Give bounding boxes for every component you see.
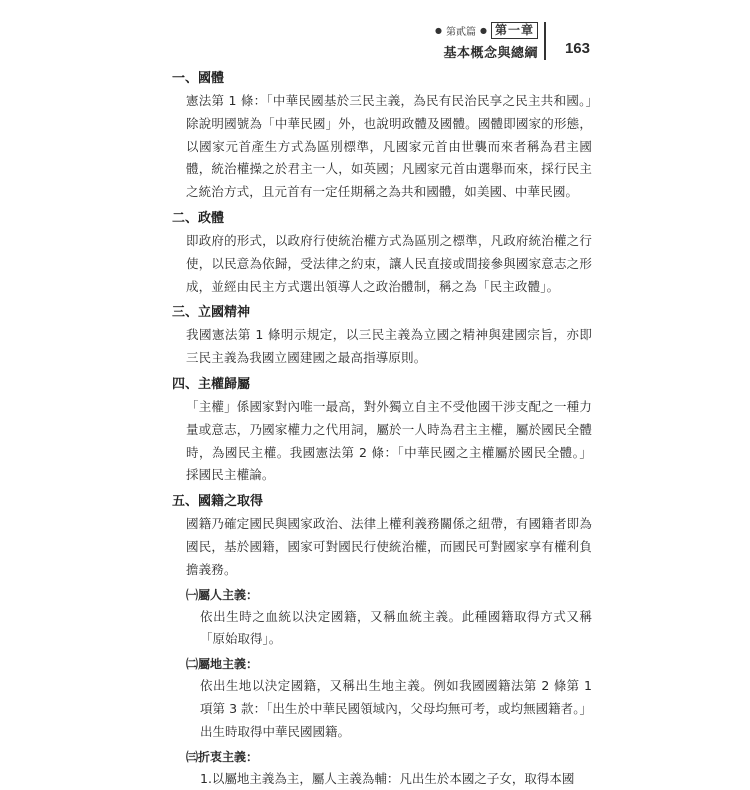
chapter-title: 基本概念與總綱 — [443, 46, 538, 61]
section-paragraph: 即政府的形式，以政府行使統治權方式為區別之標準，凡政府統治權之行使，以民意為依歸，受法律之約束，讓人民直接或間接參與國家意志之形成，並經由民主方式選出領導人之政治體制，稱之為「民主政體」。 — [186, 232, 592, 294]
section-heading: 一、國體 — [172, 71, 225, 86]
section-national-polity — [172, 68, 592, 204]
page-number: 163 — [564, 40, 590, 57]
section-paragraph: 國籍乃確定國民與國家政治、法律上權利義務關係之紐帶，有國籍者即為國民，基於國籍，國家可對國民行使統治權，而國民可對國家享有權利負擔義務。 — [186, 516, 592, 577]
section-heading: 五、國籍之取得 — [172, 494, 264, 510]
section-heading: 三、立國精神 — [172, 305, 251, 321]
bullet-icon: ● — [480, 26, 487, 35]
subsection-paragraph: 依出生地以決定國籍，又稱出生地主義。例如我國國籍法第 2 條第 1 項第 3 款：「出生於中華民國領域內，父母均無可考，或均無國籍者。」出生時取得中華民國國籍。 — [200, 678, 592, 739]
part-chapter-line — [435, 22, 538, 39]
header-divider — [544, 22, 546, 60]
subsection-heading: ㈢折衷主義： — [186, 749, 259, 764]
section-government-form — [172, 208, 592, 298]
subsection-heading: ㈡屬地主義： — [186, 657, 259, 672]
running-header — [170, 18, 590, 62]
subsection-heading: ㈠屬人主義： — [186, 587, 259, 602]
chapter-label: 第一章 — [491, 22, 538, 39]
section-heading: 二、政體 — [172, 210, 225, 226]
section-paragraph: 「主權」係國家對內唯一最高，對外獨立自主不受他國干涉支配之一種力量或意志，乃國家權力之代用詞，屬於一人時為君主主權，屬於國民全體時，為國民主權。我國憲法第 2 條：「中華民國之主權屬於國民全體。」採國民主權論。 — [186, 398, 592, 483]
subsection-paragraph: 1.以屬地主義為主，屬人主義為輔：凡出生於本國之子女，取得本國 — [200, 770, 575, 786]
section-heading: 四、主權歸屬 — [172, 376, 251, 392]
part-label: 第貳篇 — [446, 27, 476, 38]
section-sovereignty — [172, 374, 592, 487]
subsection-paragraph: 依出生時之血統以決定國籍，又稱血統主義。此種國籍取得方式又稱「原始取得」。 — [200, 608, 592, 647]
section-paragraph: 憲法第 1 條：「中華民國基於三民主義，為民有民治民享之民主共和國。」除說明國號為「中華民國」外，也說明政體及國體。國體即國家的形態，以國家元首產生方式為區別標準，凡國家元首由世襲而來者稱為君主國體，統治權操之於君主一人，如英國；凡國家元首由選舉而來，採行民主之統治方式，且元首有一定任期稱之為共和國體，如美國、中華民國。 — [186, 93, 592, 200]
section-nationality — [172, 491, 592, 790]
section-founding-spirit — [172, 302, 592, 370]
body-text — [172, 68, 592, 790]
bullet-icon: ● — [435, 26, 442, 35]
section-paragraph: 我國憲法第 1 條明示規定，以三民主義為立國之精神與建國宗旨，亦即三民主義為我國立國建國之最高指導原則。 — [186, 327, 592, 366]
